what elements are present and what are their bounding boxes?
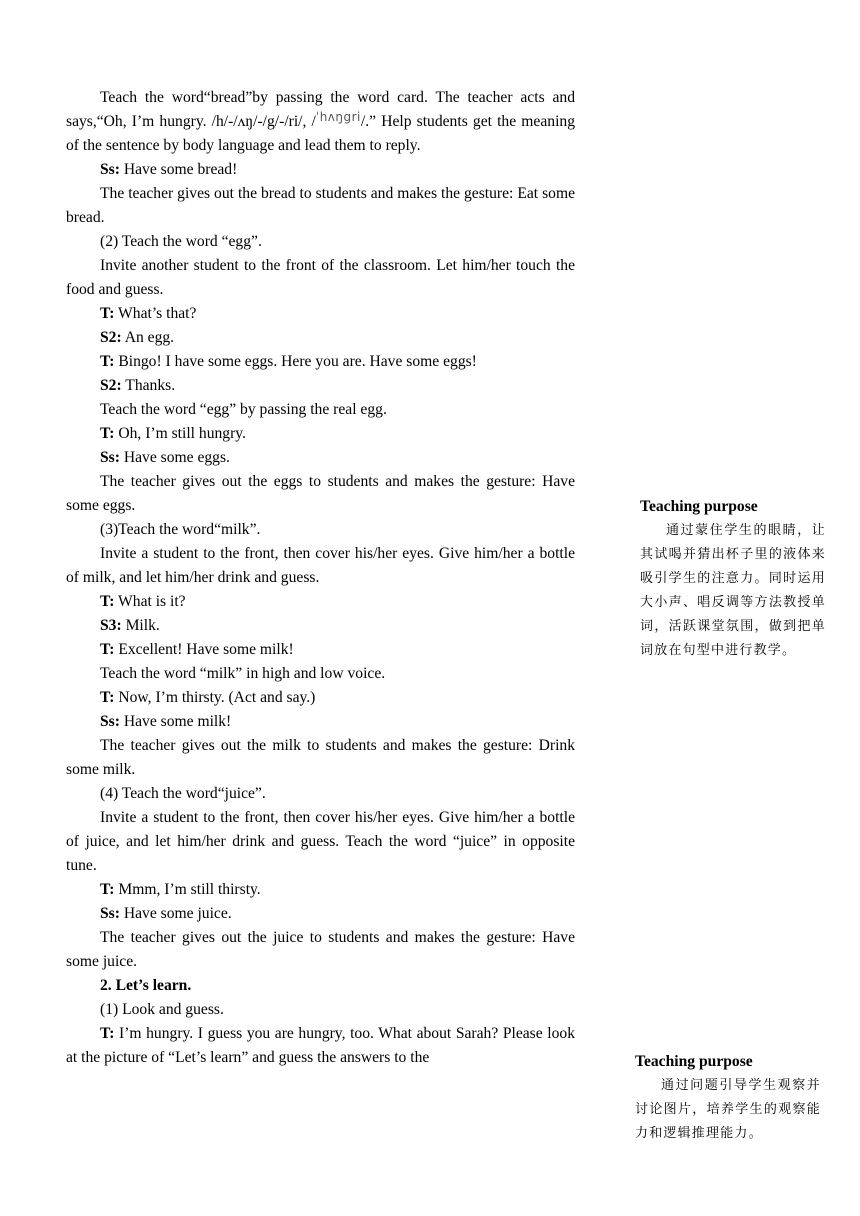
section-title: 2. Let’s learn. xyxy=(100,977,192,994)
speaker: S2: xyxy=(100,377,122,394)
speaker: T: xyxy=(100,593,115,610)
dialogue-line xyxy=(66,1022,575,1070)
paragraph: The teacher gives out the eggs to students and makes the gesture: Have some eggs. xyxy=(66,473,575,514)
utterance: I’m hungry. I guess you are hungry, too. What about Sarah? Please look at the picture of “Let’s learn” and guess the answers to the xyxy=(66,1025,575,1066)
speaker: T: xyxy=(100,425,115,442)
teaching-purpose-note xyxy=(640,495,826,663)
paragraph: Teach the word “milk” in high and low voice. xyxy=(100,665,386,682)
dialogue-line xyxy=(66,590,575,614)
note-heading: Teaching purpose xyxy=(635,1053,753,1070)
utterance: Have some eggs. xyxy=(119,449,230,466)
note-body: 通过蒙住学生的眼睛，让其试喝并猜出杯子里的液体来吸引学生的注意力。同时运用大小声、唱反调等方法教授单词，活跃课堂氛围，做到把单词放在句型中进行教学。 xyxy=(640,523,826,658)
dialogue-line xyxy=(66,902,575,926)
utterance: Have some juice. xyxy=(119,905,232,922)
utterance: Have some milk! xyxy=(119,713,232,730)
speaker: T: xyxy=(100,305,115,322)
speaker: T: xyxy=(100,689,115,706)
subheading: (3)Teach the word“milk”. xyxy=(100,521,261,538)
lesson-plan-text xyxy=(66,86,575,1070)
paragraph: The teacher gives out the bread to students and makes the gesture: Eat some bread. xyxy=(66,185,575,226)
dialogue-line xyxy=(66,638,575,662)
note-heading: Teaching purpose xyxy=(640,498,758,515)
text: /.” Help students get the meaning of the sentence by body language and lead them to reply. xyxy=(66,113,575,154)
dialogue-line xyxy=(66,350,575,374)
utterance: Mmm, I’m still thirsty. xyxy=(114,881,261,898)
speaker: T: xyxy=(100,1025,115,1042)
dialogue-line xyxy=(66,374,575,398)
utterance: Now, I’m thirsty. (Act and say.) xyxy=(114,689,316,706)
paragraph: The teacher gives out the milk to students and makes the gesture: Drink some milk. xyxy=(66,737,575,778)
paragraph: Teach the word “egg” by passing the real egg. xyxy=(100,401,387,418)
dialogue-line xyxy=(66,446,575,470)
paragraph xyxy=(66,86,575,158)
utterance: What’s that? xyxy=(114,305,197,322)
subheading: (4) Teach the word“juice”. xyxy=(100,785,266,802)
speaker: Ss: xyxy=(100,905,120,922)
dialogue-line xyxy=(66,878,575,902)
section-heading xyxy=(66,974,575,998)
dialogue-line xyxy=(66,302,575,326)
dialogue-line xyxy=(66,710,575,734)
paragraph: Invite another student to the front of the classroom. Let him/her touch the food and guess. xyxy=(66,257,575,298)
paragraph: The teacher gives out the juice to students and makes the gesture: Have some juice. xyxy=(66,929,575,970)
dialogue-line xyxy=(66,614,575,638)
speaker: T: xyxy=(100,353,115,370)
utterance: Milk. xyxy=(121,617,160,634)
teaching-purpose-note xyxy=(635,1050,821,1146)
speaker: S2: xyxy=(100,329,122,346)
speaker: S3: xyxy=(100,617,122,634)
subheading: (2) Teach the word “egg”. xyxy=(100,233,262,250)
utterance: An egg. xyxy=(121,329,175,346)
utterance: What is it? xyxy=(114,593,186,610)
dialogue-line xyxy=(66,422,575,446)
phonetic-image: ˈhʌŋgri xyxy=(315,110,361,124)
utterance: Excellent! Have some milk! xyxy=(114,641,294,658)
speaker: T: xyxy=(100,881,115,898)
speaker: Ss: xyxy=(100,713,120,730)
utterance: Oh, I’m still hungry. xyxy=(114,425,246,442)
text: Teach the word“bread”by passing the word card. The teacher acts and says,“Oh, I’m hungry. /h/-/ʌŋ/-/g/-/ri/, / xyxy=(66,89,575,130)
speaker: Ss: xyxy=(100,161,120,178)
speaker: T: xyxy=(100,641,115,658)
dialogue-line xyxy=(66,326,575,350)
utterance: Thanks. xyxy=(121,377,176,394)
utterance: Bingo! I have some eggs. Here you are. Have some eggs! xyxy=(114,353,477,370)
paragraph: Invite a student to the front, then cover his/her eyes. Give him/her a bottle of milk, and let him/her drink and guess. xyxy=(66,545,575,586)
utterance: Have some bread! xyxy=(119,161,238,178)
note-body: 通过问题引导学生观察并讨论图片，培养学生的观察能力和逻辑推理能力。 xyxy=(635,1078,821,1141)
dialogue-line xyxy=(66,686,575,710)
speaker: Ss: xyxy=(100,449,120,466)
subheading: (1) Look and guess. xyxy=(100,1001,224,1018)
paragraph: Invite a student to the front, then cover his/her eyes. Give him/her a bottle of juice, and let him/her drink and guess. Teach the word “juice” in opposite tune. xyxy=(66,809,575,874)
dialogue-line xyxy=(66,158,575,182)
